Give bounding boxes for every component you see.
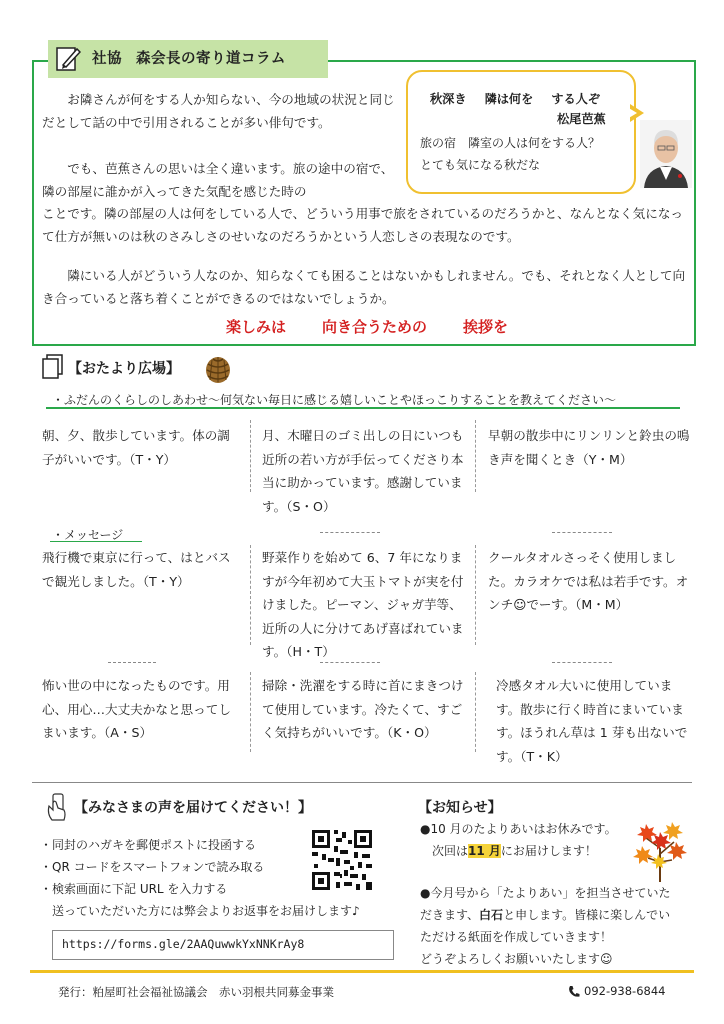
notice-line: 次回は11 月にお届けします！ <box>432 844 597 858</box>
notice-line: ●今月号から「たよりあい」を担当させていた <box>420 886 671 900</box>
column-paragraph-4: 隣にいる人がどういう人なのか、知らなくても困ることはないかもしれません。でも、それとなく人として向き合っていると落ち着くことができるのではないでしょうか。 <box>42 268 686 306</box>
voice-item: ・QR コードをスマートフォンで読み取る <box>40 860 265 874</box>
haiku-author: 松尾芭蕉 <box>557 112 606 126</box>
autumn-leaves-icon <box>632 818 688 884</box>
notice-title: 【お知らせ】 <box>418 800 502 816</box>
phone-number[interactable]: 092-938-6844 <box>584 984 666 998</box>
voice-title: 【みなさまの声を届けてください！】 <box>74 800 312 816</box>
otayori-cell: 野菜作りを始めて 6、7 年になりますが今年初めて大玉トマトが実を付けました。ピーマン、ジャガ芋等、近所の人に分けてあげ喜ばれています。（H・T） <box>262 550 464 659</box>
message-underline <box>50 541 142 542</box>
column-divider <box>250 672 251 752</box>
pinecone-icon <box>203 352 233 384</box>
otayori-title: 【おたより広場】 <box>68 361 180 377</box>
otayori-cell: 怖い世の中になったものです。用心、用心…大丈夫かなと思ってしまいます。（A・S） <box>42 678 231 740</box>
voice-item: ・検索画面に下記 URL を入力する <box>40 882 228 896</box>
haiku-text: 秋深き 隣は何を する人ぞ <box>430 92 601 106</box>
row-divider <box>108 662 156 663</box>
haiku-translation-1: 旅の宿 隣室の人は何をする人？ <box>420 136 601 150</box>
footer-bar <box>30 970 694 973</box>
publisher: 発行：粕屋町社会福祉協議会 赤い羽根共同募金事業 <box>58 985 334 999</box>
otayori-cell: クールタオルさっそく使用しました。カラオケでは私は若手です。オンチ☺でーす。（M・M） <box>488 550 689 612</box>
otayori-cell: 朝、夕、散歩しています。体の調子がいいです。（T・Y） <box>42 428 230 467</box>
phone-icon <box>568 985 580 998</box>
otayori-cell: 月、木曜日のゴミ出しの日にいつも近所の若い方が手伝ってくださり本当に助かっています。感謝しています。（S・O） <box>262 428 464 514</box>
column-title: 社協 森会長の寄り道コラム <box>92 51 286 67</box>
notice-line: だきます、白石と申します。皆様に楽しんでい <box>420 908 671 922</box>
row-divider <box>552 662 612 663</box>
survey-url[interactable]: https://forms.gle/2AAQuwwkYxNNKrAy8 <box>62 937 305 951</box>
qr-code-icon[interactable] <box>310 828 374 892</box>
column-divider <box>475 672 476 752</box>
document-icon <box>42 354 64 380</box>
hand-phone-icon <box>44 792 70 822</box>
column-paragraph-2: でも、芭蕉さんの思いは全く違います。旅の途中の宿で、隣の部屋に誰かが入ってきた気配を感じた時の <box>42 161 394 199</box>
section-divider <box>32 782 692 783</box>
column-divider <box>475 420 476 492</box>
notice-line: ただける紙面を作成していきます！ <box>420 930 613 944</box>
row-divider <box>320 532 380 533</box>
column-divider <box>250 545 251 645</box>
column-paragraph-3: ことです。隣の部屋の人は何をしている人で、どういう用事で旅をされているのだろうかと、なんとなく気になって仕方が無いのは秋のさみしさのせいなのだろうかという人恋しさの表現なのです。 <box>42 206 684 244</box>
otayori-cell: 掃除・洗濯をする時に首にまきつけて使用しています。冷たくて、すごく気持ちがいいです。（K・O） <box>262 678 464 740</box>
slogan: 楽しみは 向き合うための 挨拶を <box>225 318 509 336</box>
otayori-subtitle: ・ふだんのくらしのしあわせ～何気ない毎日に感じる嬉しいことやほっこりすることを教えてください～ <box>52 393 617 407</box>
president-portrait <box>640 120 692 188</box>
row-divider <box>552 532 612 533</box>
otayori-underline <box>46 407 680 409</box>
voice-item: 送っていただいた方には弊会よりお返事をお届けします♪ <box>52 904 360 918</box>
column-divider <box>250 420 251 492</box>
pen-icon <box>55 45 81 73</box>
notice-line: ●10 月のたよりあいはお休みです。 <box>420 822 617 836</box>
notice-line: どうぞよろしくお願いいたします☺ <box>420 952 613 966</box>
otayori-cell: 早朝の散歩中にリンリンと鈴虫の鳴き声を聞くとき（Y・M） <box>488 428 690 467</box>
voice-item: ・同封のハガキを郵便ポストに投函する <box>40 838 257 852</box>
otayori-cell: 冷感タオル大いに使用しています。散歩に行く時首にまいています。ほうれん草は 1 芽も出ないです。（T・K） <box>496 678 688 764</box>
column-divider <box>475 545 476 645</box>
haiku-translation-2: とても気になる秋だな <box>420 158 541 172</box>
haiku-bubble <box>406 70 636 194</box>
column-paragraph-1: お隣さんが何をする人か知らない、今の地域の状況と同じだとして話の中で引用されることが多い俳句です。 <box>42 92 395 130</box>
otayori-cell: 飛行機で東京に行って、はとバスで観光しました。（T・Y） <box>42 550 231 589</box>
message-label: ・メッセージ <box>52 528 124 542</box>
